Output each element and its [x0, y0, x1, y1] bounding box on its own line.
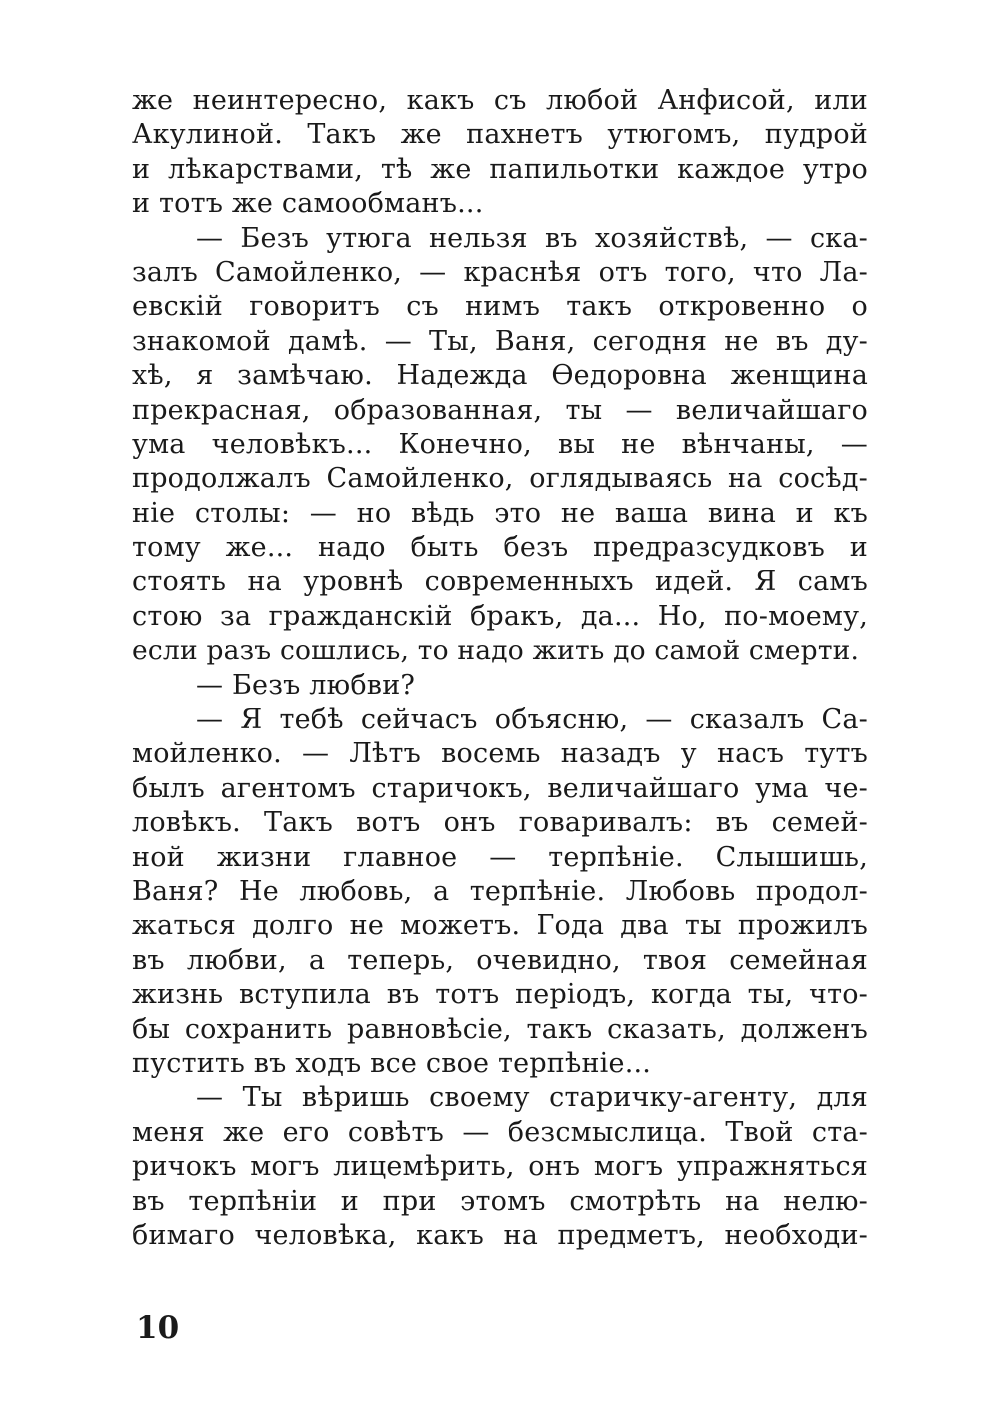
text-line: меня же его совѣтъ — безсмыслица. Твой ста-	[132, 1116, 868, 1148]
text-line: и лѣкарствами, тѣ же папильотки каждое утро	[132, 153, 868, 185]
text-line: хѣ, я замѣчаю. Надежда Ѳедоровна женщина	[132, 360, 868, 392]
text-line: — Безъ любви?	[196, 669, 416, 701]
text-line: ричокъ могъ лицемѣрить, онъ могъ упражняться	[132, 1151, 868, 1183]
text-line: продолжалъ Самойленко, оглядываясь на сосѣд-	[132, 463, 868, 495]
text-line: въ любви, а теперь, очевидно, твоя семейная	[132, 944, 868, 976]
page-number: 10	[136, 1310, 180, 1346]
text-line: ной жизни главное — терпѣніе. Слышишь,	[132, 841, 868, 873]
text-line: ніе столы: — но вѣдь это не ваша вина и къ	[132, 497, 868, 529]
text-line: бы сохранить равновѣсіе, такъ сказать, долженъ	[132, 1013, 868, 1045]
text-line: и тотъ же самообманъ...	[132, 188, 484, 220]
text-line: — Я тебѣ сейчасъ объясню, — сказалъ Са-	[196, 704, 868, 736]
text-line: жизнь вступила въ тотъ періодъ, когда ты, что-	[132, 979, 868, 1011]
text-line: — Ты вѣришь своему старичку-агенту, для	[196, 1082, 868, 1114]
text-line: бимаго человѣка, какъ на предметъ, необходи-	[132, 1219, 868, 1251]
text-line: евскій говоритъ съ нимъ такъ откровенно о	[132, 291, 868, 323]
page-text	[132, 84, 868, 1253]
text-line: залъ Самойленко, — краснѣя отъ того, что Ла-	[132, 256, 868, 288]
text-line: если разъ сошлись, то надо жить до самой смерти.	[132, 635, 860, 667]
text-line: въ терпѣніи и при этомъ смотрѣть на нелю-	[132, 1185, 868, 1217]
text-line: жаться долго не можетъ. Года два ты прожилъ	[132, 910, 868, 942]
text-line: прекрасная, образованная, ты — величайшаго	[132, 394, 868, 426]
text-line: — Безъ утюга нельзя въ хозяйствѣ, — ска-	[196, 222, 868, 254]
text-line: же неинтересно, какъ съ любой Анфисой, или	[132, 85, 868, 116]
text-line: ловѣкъ. Такъ вотъ онъ говаривалъ: въ семей-	[132, 807, 868, 839]
text-line: мойленко. — Лѣтъ восемь назадъ у насъ тутъ	[132, 738, 868, 770]
text-line: пустить въ ходъ все свое терпѣніе...	[132, 1047, 652, 1079]
text-line: стоять на уровнѣ современныхъ идей. Я самъ	[132, 566, 868, 598]
text-line: Акулиной. Такъ же пахнетъ утюгомъ, пудрой	[132, 119, 868, 151]
text-line: тому же... надо быть безъ предразсудковъ и	[132, 532, 868, 564]
text-line: былъ агентомъ старичокъ, величайшаго ума че-	[132, 772, 868, 804]
text-line: Ваня? Не любовь, а терпѣніе. Любовь продол-	[132, 875, 868, 907]
text-line: стою за гражданскій бракъ, да... Но, по-моему,	[132, 600, 868, 632]
text-line: знакомой дамѣ. — Ты, Ваня, сегодня не въ ду-	[132, 325, 868, 357]
text-line: ума человѣкъ... Конечно, вы не вѣнчаны, —	[132, 428, 868, 460]
